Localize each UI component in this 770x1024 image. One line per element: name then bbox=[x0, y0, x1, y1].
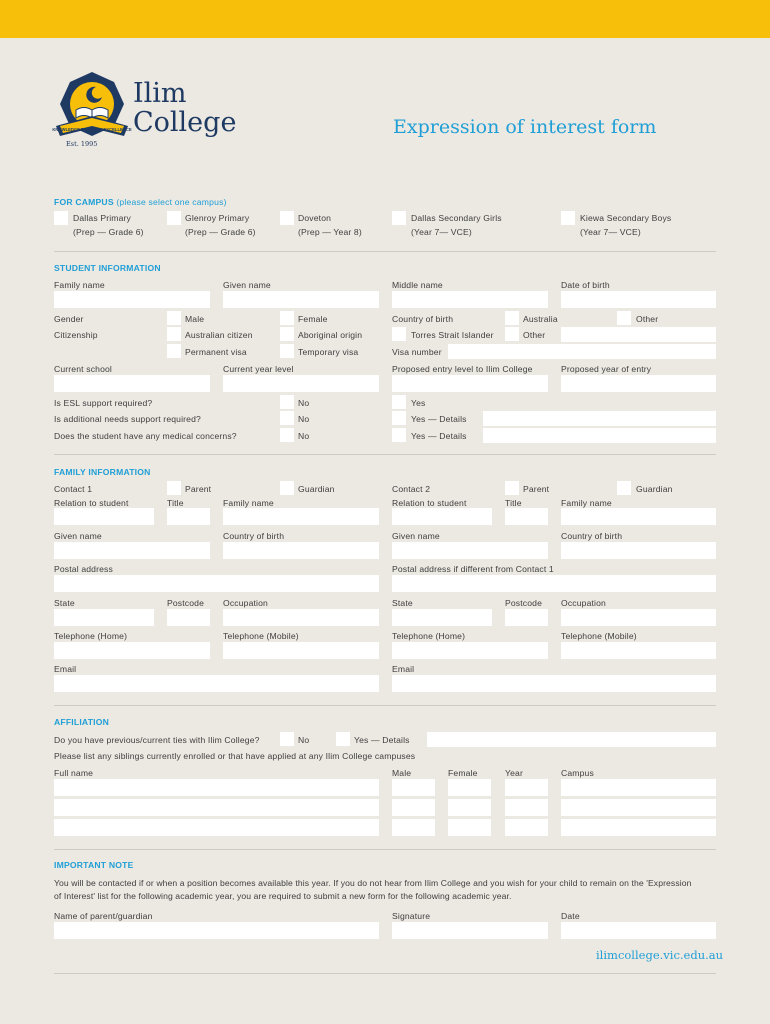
campus-name-dallas-secondary: Dallas Secondary Girls bbox=[411, 213, 502, 223]
contact1-country-label: Country of birth bbox=[223, 531, 285, 541]
citizenship-label: Citizenship bbox=[54, 330, 98, 340]
esl-yes-checkbox[interactable] bbox=[392, 395, 406, 409]
needs-yes-checkbox[interactable] bbox=[392, 411, 406, 425]
origin-other-label: Other bbox=[523, 330, 546, 340]
additional-needs-question: Is additional needs support required? bbox=[54, 414, 201, 424]
contact2-postal-label: Postal address if different from Contact 1 bbox=[392, 564, 554, 574]
student-family-name-field[interactable] bbox=[54, 291, 210, 308]
contact1-email-field[interactable] bbox=[54, 675, 379, 692]
contact2-given-name-field[interactable] bbox=[392, 542, 548, 559]
contact2-occupation-field[interactable] bbox=[561, 609, 716, 626]
birth-other-label: Other bbox=[636, 314, 659, 324]
permanent-visa-checkbox[interactable] bbox=[167, 344, 181, 358]
note-heading: IMPORTANT NOTE bbox=[54, 860, 134, 870]
logo-line-1: Ilim bbox=[133, 78, 187, 109]
aboriginal-origin-label: Aboriginal origin bbox=[298, 330, 363, 340]
contact2-postcode-label: Postcode bbox=[505, 598, 543, 608]
student-given-name-label: Given name bbox=[223, 280, 271, 290]
website-url: ilimcollege.vic.edu.au bbox=[596, 948, 724, 962]
affiliation-heading: AFFILIATION bbox=[54, 717, 110, 727]
proposed-year-label: Proposed year of entry bbox=[561, 364, 652, 374]
temporary-visa-checkbox[interactable] bbox=[280, 344, 294, 358]
contact1-occupation-label: Occupation bbox=[223, 598, 268, 608]
campus-name-dallas-primary: Dallas Primary bbox=[73, 213, 131, 223]
ties-details-field[interactable] bbox=[427, 732, 716, 747]
divider bbox=[54, 251, 716, 252]
contact1-occupation-field[interactable] bbox=[223, 609, 379, 626]
college-crest bbox=[52, 70, 132, 150]
sibling-3-year-field[interactable] bbox=[505, 819, 548, 836]
parent-name-label: Name of parent/guardian bbox=[54, 911, 153, 921]
campus-heading-note: (please select one campus) bbox=[116, 197, 227, 207]
contact1-guardian-checkbox[interactable] bbox=[280, 481, 294, 495]
student-middle-name-field[interactable] bbox=[392, 291, 548, 308]
contact2-parent-checkbox[interactable] bbox=[505, 481, 519, 495]
current-year-level-field[interactable] bbox=[223, 375, 379, 392]
medical-question: Does the student have any medical concerns? bbox=[54, 431, 237, 441]
ties-no-checkbox[interactable] bbox=[280, 732, 294, 746]
proposed-year-field[interactable] bbox=[561, 375, 716, 392]
contact1-tel-mobile-label: Telephone (Mobile) bbox=[223, 631, 299, 641]
signature-field[interactable] bbox=[392, 922, 548, 939]
contact1-family-name-field[interactable] bbox=[223, 508, 379, 525]
sibling-3-female-field[interactable] bbox=[448, 819, 491, 836]
contact2-tel-home-field[interactable] bbox=[392, 642, 548, 659]
contact1-title-label: Title bbox=[167, 498, 184, 508]
divider bbox=[54, 705, 716, 706]
family-heading: FAMILY INFORMATION bbox=[54, 467, 151, 477]
sibling-3-male-field[interactable] bbox=[392, 819, 435, 836]
gender-male-label: Male bbox=[185, 314, 205, 324]
note-text: You will be contacted if or when a position becomes available this year. If you do not hear from Ilim College and you wish for your child to remain on the 'Expression of Interest' list for the following academic year, you are required to submit a new form for the following academic year. bbox=[54, 878, 692, 901]
needs-no-checkbox[interactable] bbox=[280, 411, 294, 425]
torres-strait-checkbox[interactable] bbox=[392, 327, 406, 341]
form-title: Expression of interest form bbox=[393, 116, 657, 138]
contact2-relation-label: Relation to student bbox=[392, 498, 467, 508]
sibling-2-female-field[interactable] bbox=[448, 799, 491, 816]
aboriginal-origin-checkbox[interactable] bbox=[280, 327, 294, 341]
student-middle-name-label: Middle name bbox=[392, 280, 443, 290]
campus-heading-label: FOR CAMPUS bbox=[54, 197, 114, 207]
sibling-2-year-field[interactable] bbox=[505, 799, 548, 816]
campus-range-dallas-secondary: (Year 7— VCE) bbox=[411, 227, 472, 237]
visa-number-field[interactable] bbox=[448, 344, 716, 359]
contact1-state-field[interactable] bbox=[54, 609, 154, 626]
contact1-email-label: Email bbox=[54, 664, 77, 674]
origin-other-checkbox[interactable] bbox=[505, 327, 519, 341]
contact2-given-name-label: Given name bbox=[392, 531, 440, 541]
campus-checkbox-kiewa-secondary[interactable] bbox=[561, 211, 575, 225]
contact2-title-field[interactable] bbox=[505, 508, 548, 525]
campus-range-glenroy-primary: (Prep — Grade 6) bbox=[185, 227, 256, 237]
origin-other-field[interactable] bbox=[561, 327, 716, 342]
contact2-guardian-checkbox[interactable] bbox=[617, 481, 631, 495]
sibling-female-header: Female bbox=[448, 768, 478, 778]
country-of-birth-label: Country of birth bbox=[392, 314, 454, 324]
torres-strait-label: Torres Strait Islander bbox=[411, 330, 494, 340]
visa-number-label: Visa number bbox=[392, 347, 442, 357]
date-field[interactable] bbox=[561, 922, 716, 939]
esl-yes-label: Yes bbox=[411, 398, 426, 408]
contact2-relation-field[interactable] bbox=[392, 508, 492, 525]
contact1-postcode-field[interactable] bbox=[167, 609, 210, 626]
contact1-postal-field[interactable] bbox=[54, 575, 379, 592]
medical-details-field[interactable] bbox=[483, 428, 716, 443]
campus-checkbox-doveton[interactable] bbox=[280, 211, 294, 225]
contact1-given-name-label: Given name bbox=[54, 531, 102, 541]
contact2-occupation-label: Occupation bbox=[561, 598, 606, 608]
sibling-3-name-field[interactable] bbox=[54, 819, 379, 836]
student-dob-label: Date of birth bbox=[561, 280, 610, 290]
medical-yes-label: Yes — Details bbox=[411, 431, 467, 441]
campus-range-kiewa-secondary: (Year 7— VCE) bbox=[580, 227, 641, 237]
medical-no-label: No bbox=[298, 431, 310, 441]
contact2-family-name-label: Family name bbox=[561, 498, 612, 508]
proposed-entry-level-label: Proposed entry level to Ilim College bbox=[392, 364, 533, 374]
divider bbox=[54, 454, 716, 455]
contact2-title-label: Title bbox=[505, 498, 522, 508]
sibling-1-female-field[interactable] bbox=[448, 779, 491, 796]
ties-yes-label: Yes — Details bbox=[354, 735, 410, 745]
logo-line-2: College bbox=[133, 107, 237, 138]
sibling-1-campus-field[interactable] bbox=[561, 779, 716, 796]
campus-checkbox-dallas-primary[interactable] bbox=[54, 211, 68, 225]
sibling-full-name-header: Full name bbox=[54, 768, 94, 778]
esl-no-label: No bbox=[298, 398, 310, 408]
current-year-level-label: Current year level bbox=[223, 364, 294, 374]
student-dob-field[interactable] bbox=[561, 291, 716, 308]
permanent-visa-label: Permanent visa bbox=[185, 347, 247, 357]
contact2-country-label: Country of birth bbox=[561, 531, 623, 541]
sibling-1-name-field[interactable] bbox=[54, 779, 379, 796]
campus-range-dallas-primary: (Prep — Grade 6) bbox=[73, 227, 144, 237]
contact2-tel-mobile-field[interactable] bbox=[561, 642, 716, 659]
esl-no-checkbox[interactable] bbox=[280, 395, 294, 409]
contact1-title-field[interactable] bbox=[167, 508, 210, 525]
gender-female-label: Female bbox=[298, 314, 328, 324]
crest-est: Est. 1995 bbox=[66, 140, 98, 148]
sibling-2-campus-field[interactable] bbox=[561, 799, 716, 816]
campus-name-glenroy-primary: Glenroy Primary bbox=[185, 213, 250, 223]
contact1-postal-label: Postal address bbox=[54, 564, 113, 574]
birth-other-checkbox[interactable] bbox=[617, 311, 631, 325]
campus-name-doveton: Doveton bbox=[298, 213, 332, 223]
contact2-family-name-field[interactable] bbox=[561, 508, 716, 525]
ties-yes-checkbox[interactable] bbox=[336, 732, 350, 746]
contact2-tel-mobile-label: Telephone (Mobile) bbox=[561, 631, 637, 641]
sibling-year-header: Year bbox=[505, 768, 523, 778]
birth-australia-checkbox[interactable] bbox=[505, 311, 519, 325]
top-banner bbox=[0, 0, 770, 38]
siblings-note: Please list any siblings currently enrolled or that have applied at any Ilim College campuses bbox=[54, 751, 416, 761]
medical-no-checkbox[interactable] bbox=[280, 428, 294, 442]
campus-checkbox-dallas-secondary[interactable] bbox=[392, 211, 406, 225]
australian-citizen-checkbox[interactable] bbox=[167, 327, 181, 341]
sibling-2-male-field[interactable] bbox=[392, 799, 435, 816]
ties-no-label: No bbox=[298, 735, 310, 745]
crest-icon bbox=[52, 70, 132, 150]
signature-label: Signature bbox=[392, 911, 431, 921]
needs-details-field[interactable] bbox=[483, 411, 716, 426]
gender-label: Gender bbox=[54, 314, 84, 324]
contact2-guardian-label: Guardian bbox=[636, 484, 673, 494]
contact1-country-field[interactable] bbox=[223, 542, 379, 559]
contact2-postal-field[interactable] bbox=[392, 575, 716, 592]
contact1-label: Contact 1 bbox=[54, 484, 93, 494]
gender-male-checkbox[interactable] bbox=[167, 311, 181, 325]
contact2-tel-home-label: Telephone (Home) bbox=[392, 631, 466, 641]
contact2-email-field[interactable] bbox=[392, 675, 716, 692]
contact1-parent-label: Parent bbox=[185, 484, 212, 494]
contact2-state-label: State bbox=[392, 598, 413, 608]
current-school-label: Current school bbox=[54, 364, 112, 374]
contact1-relation-label: Relation to student bbox=[54, 498, 129, 508]
contact1-given-name-field[interactable] bbox=[54, 542, 210, 559]
campus-name-kiewa-secondary: Kiewa Secondary Boys bbox=[580, 213, 672, 223]
proposed-entry-level-field[interactable] bbox=[392, 375, 548, 392]
contact1-family-name-label: Family name bbox=[223, 498, 274, 508]
contact1-parent-checkbox[interactable] bbox=[167, 481, 181, 495]
sibling-2-name-field[interactable] bbox=[54, 799, 379, 816]
birth-australia-label: Australia bbox=[523, 314, 558, 324]
ties-question: Do you have previous/current ties with Ilim College? bbox=[54, 735, 260, 745]
australian-citizen-label: Australian citizen bbox=[185, 330, 253, 340]
campus-heading bbox=[54, 197, 227, 208]
sibling-1-male-field[interactable] bbox=[392, 779, 435, 796]
contact2-parent-label: Parent bbox=[523, 484, 550, 494]
contact2-postcode-field[interactable] bbox=[505, 609, 548, 626]
contact2-label: Contact 2 bbox=[392, 484, 431, 494]
contact1-guardian-label: Guardian bbox=[298, 484, 335, 494]
needs-no-label: No bbox=[298, 414, 310, 424]
sibling-1-year-field[interactable] bbox=[505, 779, 548, 796]
contact1-tel-home-field[interactable] bbox=[54, 642, 210, 659]
divider bbox=[54, 973, 716, 974]
sibling-male-header: Male bbox=[392, 768, 412, 778]
contact2-country-field[interactable] bbox=[561, 542, 716, 559]
campus-checkbox-glenroy-primary[interactable] bbox=[167, 211, 181, 225]
crest-ribbon-text: KNOWLEDGE THROUGH EXCELLENCE bbox=[52, 127, 132, 132]
contact1-tel-home-label: Telephone (Home) bbox=[54, 631, 128, 641]
parent-name-field[interactable] bbox=[54, 922, 379, 939]
sibling-campus-header: Campus bbox=[561, 768, 594, 778]
needs-yes-label: Yes — Details bbox=[411, 414, 467, 424]
student-given-name-field[interactable] bbox=[223, 291, 379, 308]
student-heading: STUDENT INFORMATION bbox=[54, 263, 161, 273]
date-label: Date bbox=[561, 911, 580, 921]
contact1-relation-field[interactable] bbox=[54, 508, 154, 525]
contact1-state-label: State bbox=[54, 598, 75, 608]
contact1-postcode-label: Postcode bbox=[167, 598, 205, 608]
campus-range-doveton: (Prep — Year 8) bbox=[298, 227, 362, 237]
contact2-email-label: Email bbox=[392, 664, 415, 674]
contact1-tel-mobile-field[interactable] bbox=[223, 642, 379, 659]
sibling-3-campus-field[interactable] bbox=[561, 819, 716, 836]
esl-question: Is ESL support required? bbox=[54, 398, 153, 408]
student-family-name-label: Family name bbox=[54, 280, 105, 290]
gender-female-checkbox[interactable] bbox=[280, 311, 294, 325]
current-school-field[interactable] bbox=[54, 375, 210, 392]
medical-yes-checkbox[interactable] bbox=[392, 428, 406, 442]
contact2-state-field[interactable] bbox=[392, 609, 492, 626]
temporary-visa-label: Temporary visa bbox=[298, 347, 359, 357]
divider bbox=[54, 849, 716, 850]
